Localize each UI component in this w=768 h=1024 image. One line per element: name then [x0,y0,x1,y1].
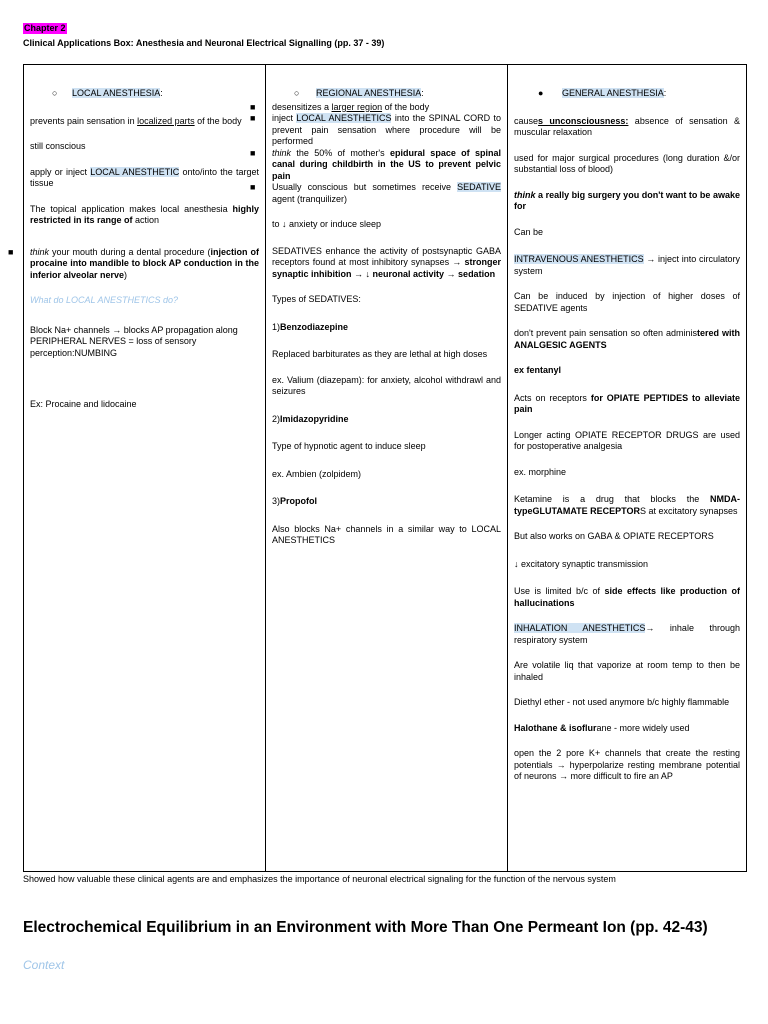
local-paragraph: still conscious [30,141,86,151]
local-paragraph: The topical application makes local anesthesia highly restricted in its range of action [30,203,259,225]
general-paragraph: Longer acting OPIATE RECEPTOR DRUGS are used for postoperative analgesia [514,429,740,451]
local-anesthesia-column [8,65,266,872]
regional-paragraph: ex. Valium (diazepam): for anxiety, alcohol withdrawl and seizures [272,374,501,396]
section-heading: Electrochemical Equilibrium in an Environment with More Than One Permeant Ion (pp. 42-43) [23,919,708,936]
circle-bullet-icon: ○ [52,88,58,98]
general-paragraph: used for major surgical procedures (long duration &/or substantial loss of blood) [514,152,740,174]
general-paragraph: Acts on receptors for OPIATE PEPTIDES to alleviate pain [514,392,740,414]
general-paragraph: ex fentanyl [514,365,562,375]
general-anesthesia-column [508,65,747,872]
local-paragraph: apply or inject LOCAL ANESTHETIC onto/into the target tissue [30,166,259,188]
regional-paragraph: Types of SEDATIVES: [272,294,361,304]
context-label: Context [23,958,65,972]
general-paragraph: Are volatile liq that vaporize at room temp to then be inhaled [514,660,740,682]
page-title: Clinical Applications Box: Anesthesia and Neuronal Electrical Signalling (pp. 37 - 39) [23,38,385,48]
general-paragraph: don't prevent pain sensation so often administered with ANALGESIC AGENTS [514,328,740,350]
local-heading-text: LOCAL ANESTHESIA [72,88,161,98]
list-item: ■ think the 50% of mother's epidural space of spinal canal during childbirth in the US to prevent pelvic pain [250,147,502,181]
regional-paragraph: to ↓ anxiety or induce sleep [272,219,382,229]
general-paragraph: But also works on GABA & OPIATE RECEPTORS [514,531,714,541]
regional-paragraph: Type of hypnotic agent to induce sleep [272,441,426,451]
general-paragraph: think a really big surgery you don't want to be awake for [514,189,740,211]
general-heading: ● GENERAL ANESTHESIA: [538,88,667,98]
regional-anesthesia-column [250,65,508,872]
general-paragraph: Use is limited b/c of side effects like production of hallucinations [514,586,740,608]
local-heading: ○ LOCAL ANESTHESIA: [52,88,163,98]
general-heading-text: GENERAL ANESTHESIA [562,88,664,98]
regional-heading-text: REGIONAL ANESTHESIA [316,88,422,98]
square-bullet-icon: ■ [250,147,256,158]
local-question: What do LOCAL ANESTHETICS do? [30,295,179,305]
chapter-label: Chapter 2 [24,23,66,33]
general-paragraph: INTRAVENOUS ANESTHETICS → inject into circulatory system [514,254,740,276]
regional-sedative-type: 2)Imidazopyridine [272,413,349,424]
local-answer: Block Na+ channels → blocks AP propagation along PERIPHERAL NERVES = loss of sensory perception:NUMBING [30,324,238,358]
circle-bullet-icon: ○ [294,88,300,98]
general-paragraph: Can be induced by injection of higher doses of SEDATIVE agents [514,291,740,313]
general-paragraph: INHALATION ANESTHETICS→ inhale through respiratory system [514,623,740,645]
local-bullet-list [8,246,259,282]
general-paragraph: open the 2 pore K+ channels that create the resting potentials → hyperpolarize resting membrane potential of neurons → more difficult to fire an AP [514,748,740,781]
square-bullet-icon: ■ [250,182,256,192]
general-paragraph: Ketamine is a drug that blocks the NMDA-typeGLUTAMATE RECEPTORS at excitatory synapses [514,494,740,516]
general-paragraph: ↓ excitatory synaptic transmission [514,558,649,569]
regional-paragraph: ex. Ambien (zolpidem) [272,468,362,479]
regional-paragraph: SEDATIVES enhance the activity of postsynaptic GABA receptors found at most inhibitory synapses → stronger synaptic inhibition → ↓ neuronal activity → sedation [272,245,501,279]
list-item: ■ think your mouth during a dental procedure (injection of procaine into mandible to block AP conduction in the inferior alveolar nerve) [8,246,259,280]
square-bullet-icon: ■ [8,246,14,257]
general-paragraph: causes unconsciousness: absence of sensation & muscular relaxation [514,115,740,137]
square-bullet-icon: ■ [250,113,256,123]
local-paragraph: prevents pain sensation in localized parts of the body [30,115,242,126]
regional-sedative-type: 3)Propofol [272,496,318,506]
general-paragraph: Diethyl ether - not used anymore b/c highly flammable [514,697,730,707]
regional-paragraph: Also blocks Na+ channels in a similar way to LOCAL ANESTHETICS [272,523,501,545]
general-paragraph: Can be [514,226,544,237]
regional-sedative-type: 1)Benzodiazepine [272,321,349,332]
general-paragraph: ex. morphine [514,466,567,477]
list-item: ■ Usually conscious but sometimes receive SEDATIVE agent (tranquilizer) [250,182,501,204]
general-paragraph: Halothane & isoflurane - more widely used [514,722,690,733]
square-bullet-icon: ■ [250,101,256,112]
table-row [24,65,747,872]
anesthesia-notes-table [8,64,747,872]
regional-bullet-list [250,101,502,206]
list-item: ■ desensitizes a larger region of the body [250,101,430,112]
list-item: ■ inject LOCAL ANESTHETICS into the SPINAL CORD to prevent pain sensation where procedure will be performed [250,113,501,146]
summary-note: Showed how valuable these clinical agents are and emphasizes the importance of neuronal electrical signaling for the function of the nervous system [23,874,616,884]
filled-circle-bullet-icon: ● [538,88,544,98]
regional-paragraph: Replaced barbiturates as they are lethal at high doses [272,349,488,359]
local-example: Ex: Procaine and lidocaine [30,399,137,409]
regional-heading: ○ REGIONAL ANESTHESIA: [294,88,424,98]
